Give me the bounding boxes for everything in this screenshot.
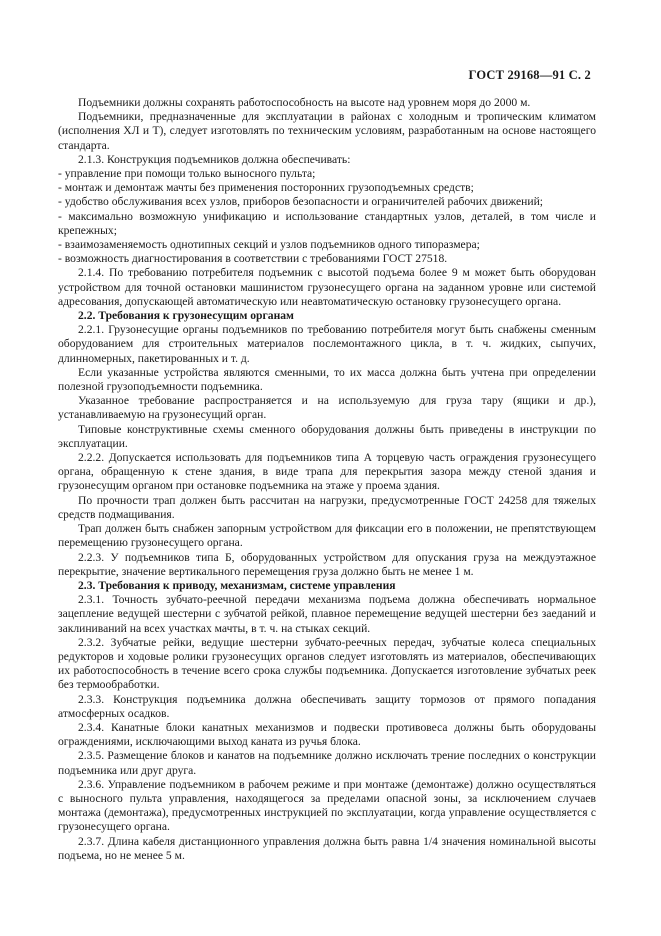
list-item: - удобство обслуживания всех узлов, приборов безопасности и ограничителей рабочих движений; [58,195,544,209]
paragraph: 2.3.5. Размещение блоков и канатов на подъемнике должно исключать трение последних о конструкции подъемника или друг друга. [58,749,596,777]
paragraph: По прочности трап должен быть рассчитан на нагрузки, предусмотренные ГОСТ 24258 для тяжелых средств подмащивания. [58,493,596,521]
list-item: - взаимозаменяемость однотипных секций и узлов подъемников одного типоразмера; [58,238,480,252]
list-item: - монтаж и демонтаж мачты без применения посторонних грузоподъемных средств; [58,181,474,195]
paragraph: Трап должен быть снабжен запорным устройством для фиксации его в положении, не препятствующем перемещению грузонесущего органа. [58,522,596,550]
paragraph: 2.1.4. По требованию потребителя подъемник с высотой подъема более 9 м может быть оборудован устройством для точной остановки машинистом грузонесущего органа на заданном уровне или системой адресования, допускающей автоматическую или неавтоматическую остановку грузонесущего органа. [58,266,596,308]
page-header: ГОСТ 29168—91 С. 2 [468,68,591,82]
paragraph: 2.2.2. Допускается использовать для подъемников типа А торцевую часть ограждения грузонесущего органа, обращенную к стене здания, в виде трапа для перекрытия зазора между стеной здания и грузонесущим органом при остановке подъемника на этаже у проема здания. [58,451,596,493]
document-body [58,96,596,863]
list-item: - возможность диагностирования в соответствии с требованиями ГОСТ 27518. [58,252,448,266]
paragraph: Типовые конструктивные схемы сменного оборудования должны быть приведены в инструкции по эксплуатации. [58,422,596,450]
paragraph: 2.3.7. Длина кабеля дистанционного управления должна быть равна 1/4 значения номинальной высоты подъема, но не менее 5 м. [58,834,596,862]
paragraph: 2.3.2. Зубчатые рейки, ведущие шестерни зубчато-реечных передач, зубчатые колеса специальных редукторов и ходовые ролики грузонесущих органов следует изготовлять из материалов, обеспечивающих их работоспособность в течение всего срока службы подъемника. Допускается изготовление зубчатых реек без термообработки. [58,635,596,692]
paragraph: Если указанные устройства являются сменными, то их масса должна быть учтена при определении полезной грузоподъемности подъемника. [58,365,596,394]
list-item: - максимально возможную унификацию и использование стандартных узлов, деталей, в том числе и крепежных; [58,209,596,237]
list-item: - управление при помощи только выносного пульта; [58,167,316,181]
paragraph: 2.2.1. Грузонесущие органы подъемников по требованию потребителя могут быть снабжены сменным оборудованием для строительных материалов послемонтажного цикла, в т. ч. жидких, сыпучих, длинномерных, пакетированных и т. д. [58,323,596,365]
paragraph: Указанное требование распространяется и на используемую для груза тару (ящики и др.), устанавливаемую на грузонесущий орган. [58,394,596,422]
section-heading: 2.2. Требования к грузонесущим органам [78,309,294,323]
paragraph: 2.3.1. Точность зубчато-реечной передачи механизма подъема должна обеспечивать нормальное зацепление ведущей шестерни с зубчатой рейкой, плавное перемещение ведущей шестерни без заеданий и заклиниваний на всех участках мачты, в т. ч. на стыках секций. [58,593,596,635]
section-heading: 2.3. Требования к приводу, механизмам, системе управления [78,578,396,592]
paragraph: Подъемники, предназначенные для эксплуатации в районах с холодным и тропическим климатом (исполнения ХЛ и Т), следует изготовлять по техническим условиям, разработанным на основе настоящего стандарта. [58,110,596,152]
paragraph: Подъемники должны сохранять работоспособность на высоте над уровнем моря до 2000 м. [78,96,531,109]
paragraph: 2.2.3. У подъемников типа Б, оборудованных устройством для опускания груза на междуэтажное перекрытие, значение вертикального перемещения груза должно быть не менее 1 м. [58,550,596,578]
paragraph: 2.3.4. Канатные блоки канатных механизмов и подвески противовеса должны быть оборудованы ограждениями, исключающими выход каната из ручья блока. [58,720,596,749]
paragraph: 2.1.3. Конструкция подъемников должна обеспечивать: [78,152,351,166]
paragraph: 2.3.6. Управление подъемником в рабочем режиме и при монтаже (демонтаже) должно осуществляться с выносного пульта управления, находящегося за пределами опасной зоны, за исключением случаев монтажа (демонтажа), предусмотренных инструкцией по эксплуатации, когда управление осуществляется с грузонесущего органа. [58,777,596,834]
paragraph: 2.3.3. Конструкция подъемника должна обеспечивать защиту тормозов от прямого попадания атмосферных осадков. [58,692,596,720]
